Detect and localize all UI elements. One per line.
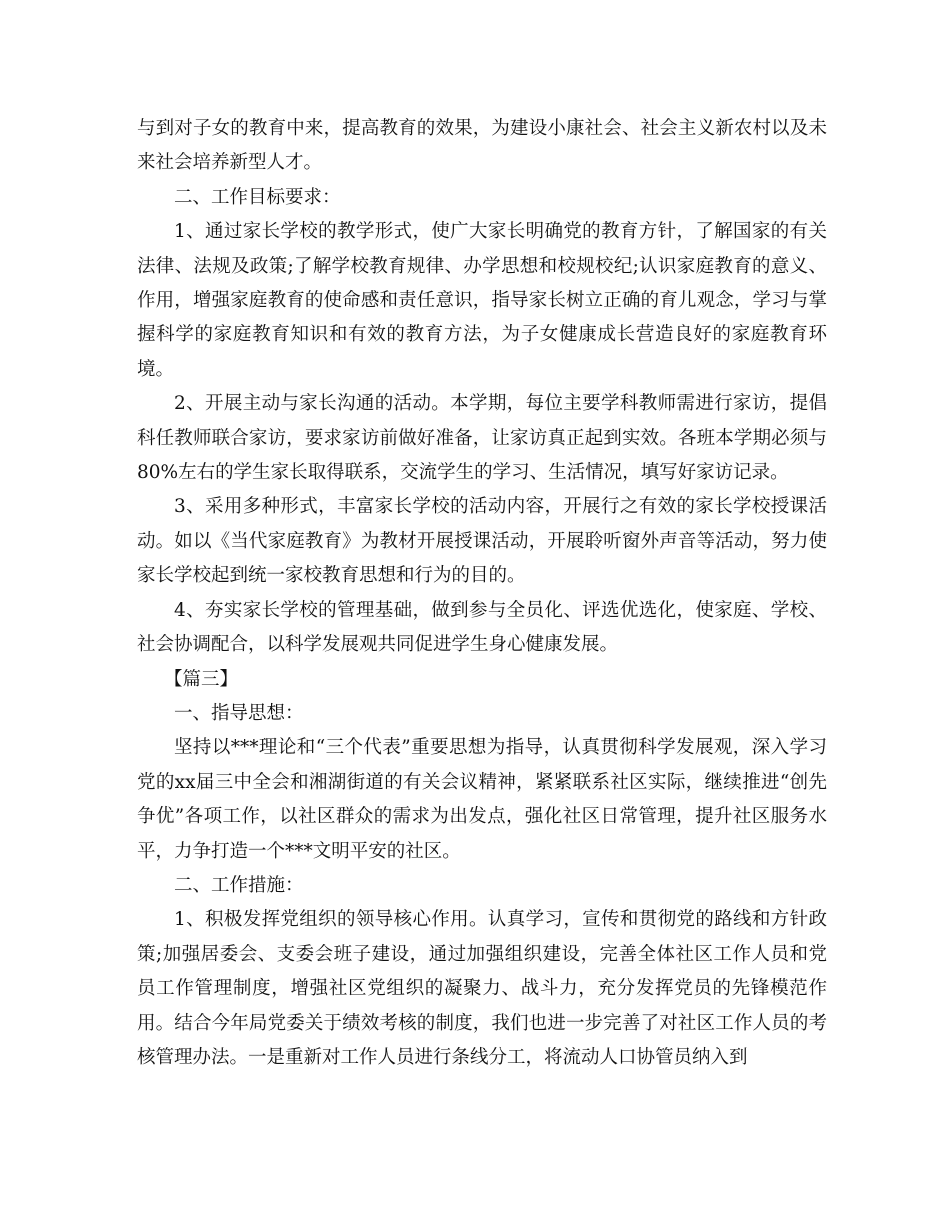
paragraph-goal-2: 2、开展主动与家长沟通的活动。本学期，每位主要学科教师需进行家访，提倡科任教师联合家访，要求家访前做好准备，让家访真正起到实效。各班本学期必须与80%左右的学生家长取得联系，交流学生的学习、生活情况，填写好家访记录。 — [137, 393, 827, 484]
paragraph-goal-3: 3、采用多种形式，丰富家长学校的活动内容，开展行之有效的家长学校授课活动。如以《当代家庭教育》为教材开展授课活动，开展聆听窗外声音等活动，努力使家长学校起到统一家校教育思想和行为的目的。 — [137, 496, 827, 587]
heading-work-goals: 二、工作目标要求： — [174, 186, 341, 208]
paragraph-goal-1: 1、通过家长学校的教学形式，使广大家长明确党的教育方针，了解国家的有关法律、法规及政策;了解学校教育规律、办学思想和校规校纪;认识家庭教育的意义、作用，增强家庭教育的使命感和责任意识，指导家长树立正确的育儿观念，学习与掌握科学的家庭教育知识和有效的教育方法，为子女健康成长营造良好的家庭教育环境。 — [137, 221, 827, 380]
paragraph-guiding-ideology: 坚持以***理论和“三个代表”重要思想为指导，认真贯彻科学发展观，深入学习党的xx届三中全会和湘湖街道的有关会议精神，紧紧联系社区实际，继续推进“创先争优”各项工作，以社区群众的需求为出发点，强化社区日常管理，提升社区服务水平，力争打造一个***文明平安的社区。 — [137, 737, 827, 862]
paragraph-measure-1: 1、积极发挥党组织的领导核心作用。认真学习，宣传和贯彻党的路线和方针政策;加强居委会、支委会班子建设，通过加强组织建设，完善全体社区工作人员和党员工作管理制度，增强社区党组织的凝聚力、战斗力，充分发挥党员的先锋模范作用。结合今年局党委关于绩效考核的制度，我们也进一步完善了对社区工作人员的考核管理办法。一是重新对工作人员进行条线分工，将流动人口协管员纳入到 — [137, 909, 827, 1068]
heading-work-measures: 二、工作措施： — [174, 874, 304, 896]
section-title-part-three: 【篇三】 — [164, 668, 239, 690]
paragraph-continuation: 与到对子女的教育中来，提高教育的效果，为建设小康社会、社会主义新农村以及未来社会培养新型人才。 — [137, 118, 827, 174]
paragraph-goal-4: 4、夯实家长学校的管理基础，做到参与全员化、评选优选化，使家庭、学校、社会协调配合，以科学发展观共同促进学生身心健康发展。 — [137, 599, 827, 656]
heading-guiding-ideology: 一、指导思想： — [174, 702, 304, 724]
document-body — [137, 112, 827, 1075]
